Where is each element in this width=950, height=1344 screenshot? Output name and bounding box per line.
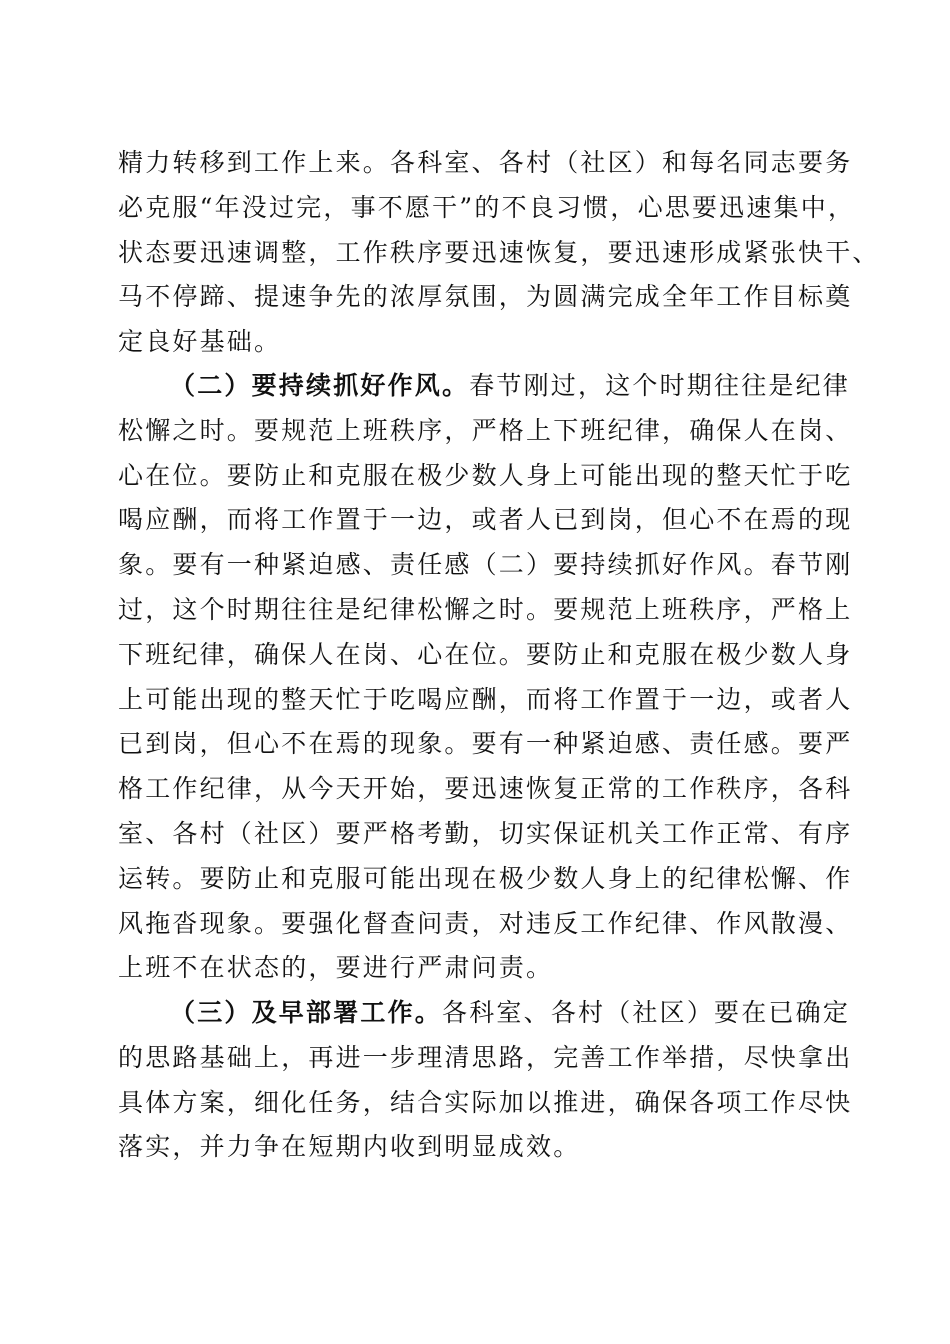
text-line: 室、各村（社区）要严格考勤，切实保证机关工作正常、有序 [118, 818, 853, 848]
text-line: 必克服“年没过完，事不愿干”的不良习惯，心思要迅速集中， [118, 192, 856, 222]
text-line: 状态要迅速调整，工作秩序要迅速恢复，要迅速形成紧张快干、 [118, 237, 880, 267]
paragraph-first-line [118, 364, 851, 409]
paragraph-early-deployment [118, 991, 853, 1170]
text-line: 松懈之时。要规范上班秩序，严格上下班纪律，确保人在岗、 [118, 415, 853, 445]
text-line: 具体方案，细化任务，结合实际加以推进，确保各项工作尽快 [118, 1087, 853, 1117]
text-line: 心在位。要防止和克服在极少数人身上可能出现的整天忙于吃 [118, 460, 853, 490]
text-line: 已到岗，但心不在焉的现象。要有一种紧迫感、责任感。要严 [118, 729, 853, 759]
text-line: 马不停蹄、提速争先的浓厚氛围，为圆满完成全年工作目标奠 [118, 282, 853, 312]
section-heading: （二）要持续抓好作风。 [170, 371, 470, 400]
text-line: 上班不在状态的，要进行严肃问责。 [118, 953, 554, 983]
section-heading: （三）及早部署工作。 [170, 998, 443, 1027]
text-line: 运转。要防止和克服可能出现在极少数人身上的纪律松懈、作 [118, 863, 853, 893]
text-run: 各科室、各村（社区）要在已确定 [442, 998, 851, 1027]
paragraph-first-line [118, 991, 851, 1036]
paragraph-continuation [118, 141, 880, 365]
text-line: 的思路基础上，再进一步理清思路，完善工作举措，尽快拿出 [118, 1042, 853, 1072]
text-line: 定良好基础。 [118, 327, 282, 357]
text-run: 春节刚过，这个时期往往是纪律 [469, 371, 851, 400]
text-line: 格工作纪律，从今天开始，要迅速恢复正常的工作秩序，各科 [118, 774, 853, 804]
text-line: 风拖沓现象。要强化督查问责，对违反工作纪律、作风散漫、 [118, 908, 853, 938]
text-line: 精力转移到工作上来。各科室、各村（社区）和每名同志要务 [118, 148, 853, 177]
text-line: 象。要有一种紧迫感、责任感（二）要持续抓好作风。春节刚 [118, 550, 853, 580]
text-line: 下班纪律，确保人在岗、心在位。要防止和克服在极少数人身 [118, 639, 853, 669]
text-line: 过，这个时期往往是纪律松懈之时。要规范上班秩序，严格上 [118, 594, 853, 624]
paragraph-work-style [118, 364, 853, 991]
text-line: 上可能出现的整天忙于吃喝应酬，而将工作置于一边，或者人 [118, 684, 853, 714]
text-line: 喝应酬，而将工作置于一边，或者人已到岗，但心不在焉的现 [118, 505, 853, 535]
text-line: 落实，并力争在短期内收到明显成效。 [118, 1132, 581, 1162]
